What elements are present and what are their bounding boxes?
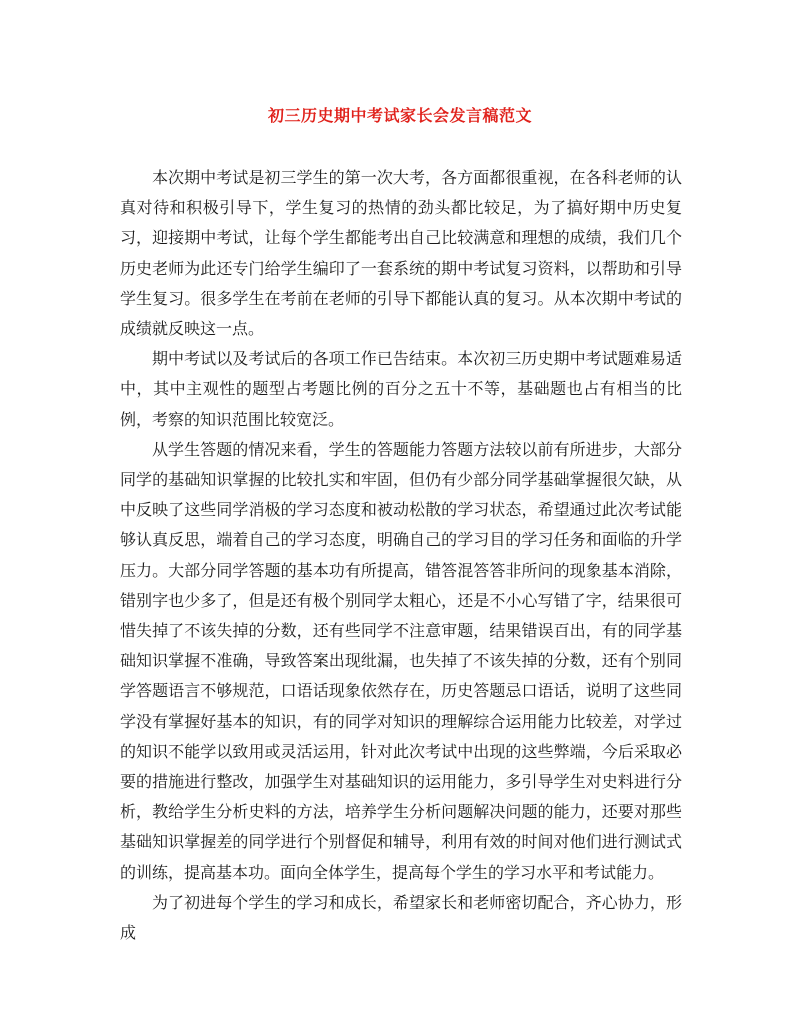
paragraph-2: 期中考试以及考试后的各项工作已告结束。本次初三历史期中考试题难易适中，其中主观性的题型占考题比例的百分之五十不等，基础题也占有相当的比例，考察的知识范围比较宽泛。 xyxy=(120,349,682,429)
document-body xyxy=(120,163,682,948)
paragraph-1: 本次期中考试是初三学生的第一次大考，各方面都很重视，在各科老师的认真对待和积极引导下，学生复习的热情的劲头都比较足，为了搞好期中历史复习，迎接期中考试，让每个学生都能考出自己比较满意和理想的成绩，我们几个历史老师为此还专门给学生编印了一套系统的期中考试复习资料，以帮助和引导学生复习。很多学生在考前在老师的引导下都能认真的复习。从本次期中考试的成绩就反映这一点。 xyxy=(120,168,682,339)
paragraph-4: 为了初进每个学生的学习和成长，希望家长和老师密切配合，齐心协力，形成 xyxy=(120,892,682,943)
document-title: 初三历史期中考试家长会发言稿范文 xyxy=(267,106,532,125)
paragraph-3: 从学生答题的情况来看，学生的答题能力答题方法较以前有所进步，大部分同学的基础知识掌握的比较扎实和牢固，但仍有少部分同学基础掌握很欠缺，从中反映了这些同学消极的学习态度和被动松散的学习状态，希望通过此次考试能够认真反思，端着自己的学习态度，明确自己的学习目的学习任务和面临的升学压力。大部分同学答题的基本功有所提高，错答混答答非所问的现象基本消除，错别字也少多了，但是还有极个别同学太粗心，还是不小心写错了字，结果很可惜失掉了不该失掉的分数，还有些同学不注意审题，结果错误百出，有的同学基础知识掌握不准确，导致答案出现纰漏，也失掉了不该失掉的分数，还有个别同学答题语言不够规范，口语话现象依然存在，历史答题忌口语话，说明了这些同学没有掌握好基本的知识，有的同学对知识的理解综合运用能力比较差，对学过的知识不能学以致用或灵活运用，针对此次考试中出现的这些弊端，今后采取必要的措施进行整改，加强学生对基础知识的运用能力，多引导学生对史料进行分析，教给学生分析史料的方法，培养学生分析问题解决问题的能力，还要对那些基础知识掌握差的同学进行个别督促和辅导，利用有效的时间对他们进行测试式的训练，提高基本功。面向全体学生，提高每个学生的学习水平和考试能力。 xyxy=(120,439,682,882)
